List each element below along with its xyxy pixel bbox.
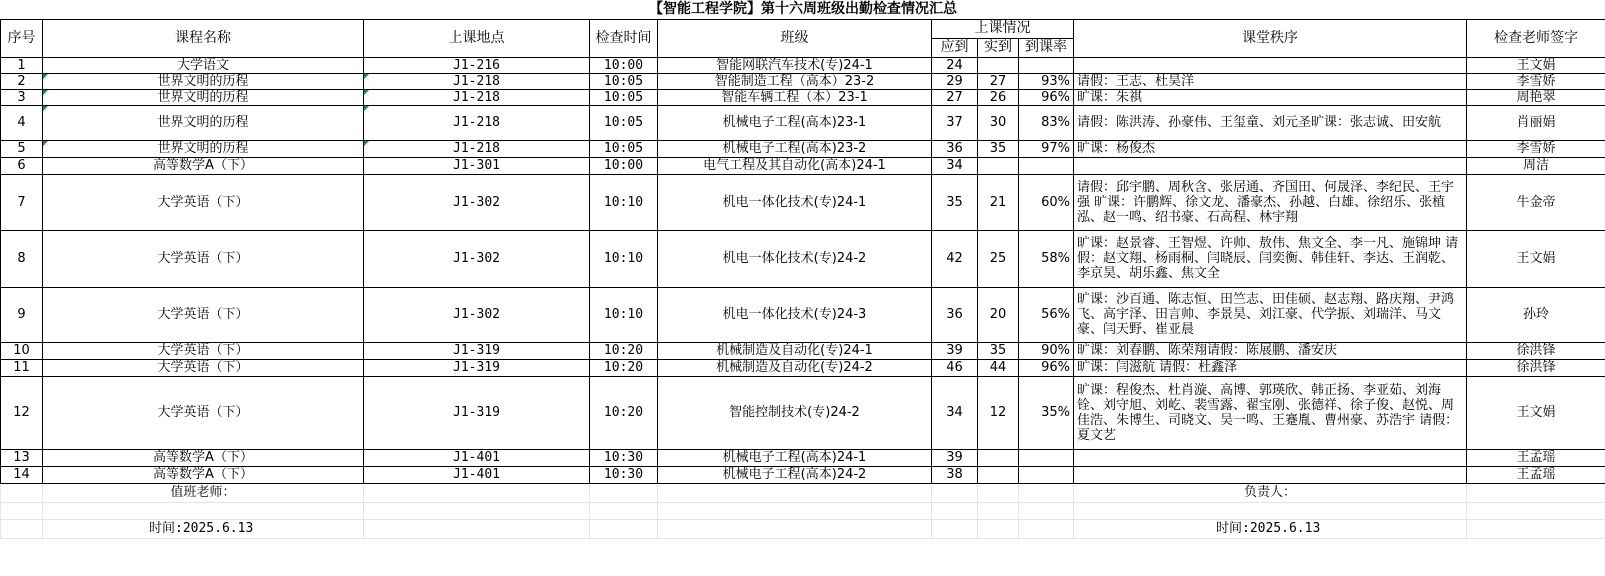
class-cell[interactable]: 机电一体化技术(专)24-1 [658,174,932,230]
duty-teacher-label[interactable]: 值班老师： [43,483,364,502]
course-cell[interactable]: 世界文明的历程 [43,140,364,157]
actual-cell[interactable] [978,157,1019,174]
table-row [1,174,1605,230]
order-cell[interactable]: 请假：陈洪涛、孙豪伟、王玺童、刘元圣旷课：张志诚、田安航 [1074,105,1467,140]
header-location[interactable]: 上课地点 [364,19,590,57]
footer-row [1,483,1605,502]
expected-cell[interactable]: 34 [932,376,978,449]
header-course[interactable]: 课程名称 [43,19,364,57]
duty-time[interactable]: 时间:2025.6.13 [43,519,364,538]
seq-cell[interactable]: 10 [1,342,43,359]
teacher-cell[interactable]: 王文娟 [1467,57,1605,73]
course-cell[interactable]: 高等数学A（下） [43,449,364,466]
expected-cell[interactable]: 34 [932,157,978,174]
seq-cell[interactable]: 9 [1,287,43,342]
course-cell[interactable]: 高等数学A（下） [43,466,364,483]
course-cell[interactable]: 大学英语（下） [43,174,364,230]
rate-cell[interactable]: 83% [1019,105,1074,140]
class-cell[interactable]: 智能控制技术(专)24-2 [658,376,932,449]
seq-cell[interactable]: 2 [1,73,43,89]
sheet-title[interactable]: 【智能工程学院】第十六周班级出勤检查情况汇总 [649,0,958,17]
course-cell[interactable]: 大学英语（下） [43,287,364,342]
location-cell[interactable]: J1-319 [364,359,590,376]
responsible-time[interactable]: 时间:2025.6.13 [1074,519,1467,538]
time-cell[interactable]: 10:05 [590,89,658,105]
table-row [1,57,1605,73]
seq-cell[interactable]: 14 [1,466,43,483]
time-cell[interactable]: 10:00 [590,157,658,174]
order-cell[interactable]: 请假：邱宇鹏、周秋含、张居通、齐国田、何晟泽、李纪民、王宇强 旷课：许鹏辉、徐文龙、潘豪杰、孙越、白雄、徐绍乐、张植泓、赵一鸣、绍书豪、石高程、林宇翔 [1074,174,1467,230]
class-cell[interactable]: 电气工程及其自动化(高本)24-1 [658,157,932,174]
actual-cell[interactable]: 27 [978,73,1019,89]
rate-cell[interactable]: 97% [1019,140,1074,157]
rate-cell[interactable]: 35% [1019,376,1074,449]
location-cell[interactable]: J1-302 [364,230,590,287]
location-cell[interactable]: J1-301 [364,157,590,174]
seq-cell[interactable]: 8 [1,230,43,287]
order-cell[interactable] [1074,57,1467,73]
actual-cell[interactable] [978,57,1019,73]
order-cell[interactable]: 旷课：赵景睿、王智煜、许帅、敖伟、焦文全、李一凡、施锦坤 请假：赵文翔、杨雨桐、闫晓辰、闫奕衡、韩佳轩、李达、王润乾、李京昊、胡乐鑫、焦文全 [1074,230,1467,287]
time-cell[interactable]: 10:30 [590,449,658,466]
rate-cell[interactable]: 58% [1019,230,1074,287]
header-expected[interactable]: 应到 [932,38,978,57]
seq-cell[interactable]: 3 [1,89,43,105]
order-cell[interactable]: 旷课：程俊杰、杜肖漩、高博、郭瑛欣、韩正扬、李亚茹、刘海铨、刘守旭、刘屹、裴雪露、翟宝刚、张德祥、徐子俊、赵悦、周佳浩、朱博生、司晓文、吴一鸣、王蹇胤、曹州豪、苏浩宇 请假：夏文艺 [1074,376,1467,449]
expected-cell[interactable]: 36 [932,287,978,342]
order-cell[interactable] [1074,466,1467,483]
actual-cell[interactable]: 44 [978,359,1019,376]
expected-cell[interactable]: 29 [932,73,978,89]
order-cell[interactable]: 旷课：杨俊杰 [1074,140,1467,157]
location-cell[interactable]: J1-302 [364,174,590,230]
expected-cell[interactable]: 38 [932,466,978,483]
time-cell[interactable]: 10:30 [590,466,658,483]
location-cell[interactable]: J1-218 [364,140,590,157]
actual-cell[interactable]: 26 [978,89,1019,105]
actual-cell[interactable]: 30 [978,105,1019,140]
course-cell[interactable]: 大学英语（下） [43,376,364,449]
expected-cell[interactable]: 39 [932,449,978,466]
teacher-cell[interactable]: 徐洪锋 [1467,359,1605,376]
class-cell[interactable]: 机械电子工程(高本)24-1 [658,449,932,466]
header-attendance[interactable]: 上课情况 [932,19,1074,38]
teacher-cell[interactable]: 王孟瑶 [1467,466,1605,483]
class-cell[interactable]: 机械制造及自动化(专)24-2 [658,359,932,376]
location-cell[interactable]: J1-319 [364,342,590,359]
location-cell[interactable]: J1-218 [364,73,590,89]
expected-cell[interactable]: 42 [932,230,978,287]
seq-cell[interactable]: 13 [1,449,43,466]
actual-cell[interactable]: 20 [978,287,1019,342]
time-cell[interactable]: 10:05 [590,73,658,89]
table-row [1,89,1605,105]
class-cell[interactable]: 机械制造及自动化(专)24-1 [658,342,932,359]
course-cell[interactable]: 世界文明的历程 [43,89,364,105]
footer-row [1,502,1605,519]
class-cell[interactable]: 机电一体化技术(专)24-3 [658,287,932,342]
time-cell[interactable]: 10:10 [590,174,658,230]
actual-cell[interactable]: 21 [978,174,1019,230]
class-cell[interactable]: 智能车辆工程（本）23-1 [658,89,932,105]
header-rate[interactable]: 到课率 [1019,38,1074,57]
class-cell[interactable]: 机电一体化技术(专)24-2 [658,230,932,287]
class-cell[interactable]: 智能制造工程（高本）23-2 [658,73,932,89]
class-cell[interactable]: 智能网联汽车技术(专)24-1 [658,57,932,73]
teacher-cell[interactable]: 肖丽娟 [1467,105,1605,140]
rate-cell[interactable] [1019,449,1074,466]
seq-cell[interactable]: 7 [1,174,43,230]
order-cell[interactable]: 请假：王志、杜昊洋 [1074,73,1467,89]
teacher-cell[interactable]: 王文娟 [1467,376,1605,449]
time-cell[interactable]: 10:10 [590,287,658,342]
teacher-cell[interactable]: 周艳翠 [1467,89,1605,105]
time-cell[interactable]: 10:00 [590,57,658,73]
table-row [1,73,1605,89]
table-row [1,376,1605,449]
table-row [1,157,1605,174]
actual-cell[interactable]: 35 [978,342,1019,359]
expected-cell[interactable]: 46 [932,359,978,376]
class-cell[interactable]: 机械电子工程(高本)23-2 [658,140,932,157]
actual-cell[interactable] [978,466,1019,483]
teacher-cell[interactable]: 李雪娇 [1467,73,1605,89]
location-cell[interactable]: J1-218 [364,89,590,105]
location-cell[interactable]: J1-319 [364,376,590,449]
location-cell[interactable]: J1-401 [364,449,590,466]
order-cell[interactable]: 旷课：朱祺 [1074,89,1467,105]
header-teacher[interactable]: 检查老师签字 [1467,19,1605,57]
class-cell[interactable]: 机械电子工程(高本)23-1 [658,105,932,140]
teacher-cell[interactable]: 李雪娇 [1467,140,1605,157]
location-cell[interactable]: J1-216 [364,57,590,73]
table-row [1,230,1605,287]
teacher-cell[interactable]: 周洁 [1467,157,1605,174]
actual-cell[interactable]: 35 [978,140,1019,157]
expected-cell[interactable]: 36 [932,140,978,157]
expected-cell[interactable]: 27 [932,89,978,105]
order-cell[interactable]: 旷课：刘春鹏、陈荣翔请假：陈展鹏、潘安庆 [1074,342,1467,359]
order-cell[interactable] [1074,157,1467,174]
table-row [1,287,1605,342]
order-cell[interactable] [1074,449,1467,466]
teacher-cell[interactable]: 王文娟 [1467,230,1605,287]
header-seq[interactable]: 序号 [1,19,43,57]
order-cell[interactable]: 旷课：沙百通、陈志恒、田竺志、田佳硕、赵志翔、路庆翔、尹鸿飞、高宇泽、田言帅、李景昊、刘江豪、代学振、刘瑞洋、马文豪、闫天野、崔亚晨 [1074,287,1467,342]
time-cell[interactable]: 10:05 [590,105,658,140]
responsible-label[interactable]: 负责人： [1074,483,1467,502]
time-cell[interactable]: 10:05 [590,140,658,157]
table-row [1,466,1605,483]
rate-cell[interactable]: 96% [1019,359,1074,376]
rate-cell[interactable]: 93% [1019,73,1074,89]
footer-row [1,519,1605,538]
seq-cell[interactable]: 4 [1,105,43,140]
time-cell[interactable]: 10:20 [590,376,658,449]
table-row [1,449,1605,466]
header-order[interactable]: 课堂秩序 [1074,19,1467,57]
seq-cell[interactable]: 12 [1,376,43,449]
actual-cell[interactable] [978,449,1019,466]
table-row [1,105,1605,140]
table-row [1,342,1605,359]
actual-cell[interactable]: 12 [978,376,1019,449]
seq-cell[interactable]: 5 [1,140,43,157]
course-cell[interactable]: 大学英语（下） [43,230,364,287]
time-cell[interactable]: 10:20 [590,359,658,376]
course-cell[interactable]: 世界文明的历程 [43,105,364,140]
expected-cell[interactable]: 35 [932,174,978,230]
expected-cell[interactable]: 37 [932,105,978,140]
rate-cell[interactable] [1019,57,1074,73]
expected-cell[interactable]: 39 [932,342,978,359]
course-cell[interactable]: 世界文明的历程 [43,73,364,89]
location-cell[interactable]: J1-218 [364,105,590,140]
course-cell[interactable]: 大学语文 [43,57,364,73]
header-actual[interactable]: 实到 [978,38,1019,57]
location-cell[interactable]: J1-401 [364,466,590,483]
seq-cell[interactable]: 1 [1,57,43,73]
header-time[interactable]: 检查时间 [590,19,658,57]
rate-cell[interactable]: 96% [1019,89,1074,105]
order-cell[interactable]: 旷课：闫滋航 请假：杜鑫泽 [1074,359,1467,376]
table-row [1,140,1605,157]
rate-cell[interactable] [1019,157,1074,174]
expected-cell[interactable]: 24 [932,57,978,73]
seq-cell[interactable]: 11 [1,359,43,376]
location-cell[interactable]: J1-302 [364,287,590,342]
actual-cell[interactable]: 25 [978,230,1019,287]
course-cell[interactable]: 大学英语（下） [43,359,364,376]
course-cell[interactable]: 大学英语（下） [43,342,364,359]
time-cell[interactable]: 10:20 [590,342,658,359]
time-cell[interactable]: 10:10 [590,230,658,287]
teacher-cell[interactable]: 王孟瑶 [1467,449,1605,466]
table-row [1,359,1605,376]
teacher-cell[interactable]: 孙玲 [1467,287,1605,342]
teacher-cell[interactable]: 徐洪锋 [1467,342,1605,359]
header-class[interactable]: 班级 [658,19,932,57]
course-cell[interactable]: 高等数学A（下） [43,157,364,174]
seq-cell[interactable]: 6 [1,157,43,174]
rate-cell[interactable]: 60% [1019,174,1074,230]
rate-cell[interactable]: 90% [1019,342,1074,359]
class-cell[interactable]: 机械电子工程(高本)24-2 [658,466,932,483]
rate-cell[interactable] [1019,466,1074,483]
rate-cell[interactable]: 56% [1019,287,1074,342]
teacher-cell[interactable]: 牛金帝 [1467,174,1605,230]
